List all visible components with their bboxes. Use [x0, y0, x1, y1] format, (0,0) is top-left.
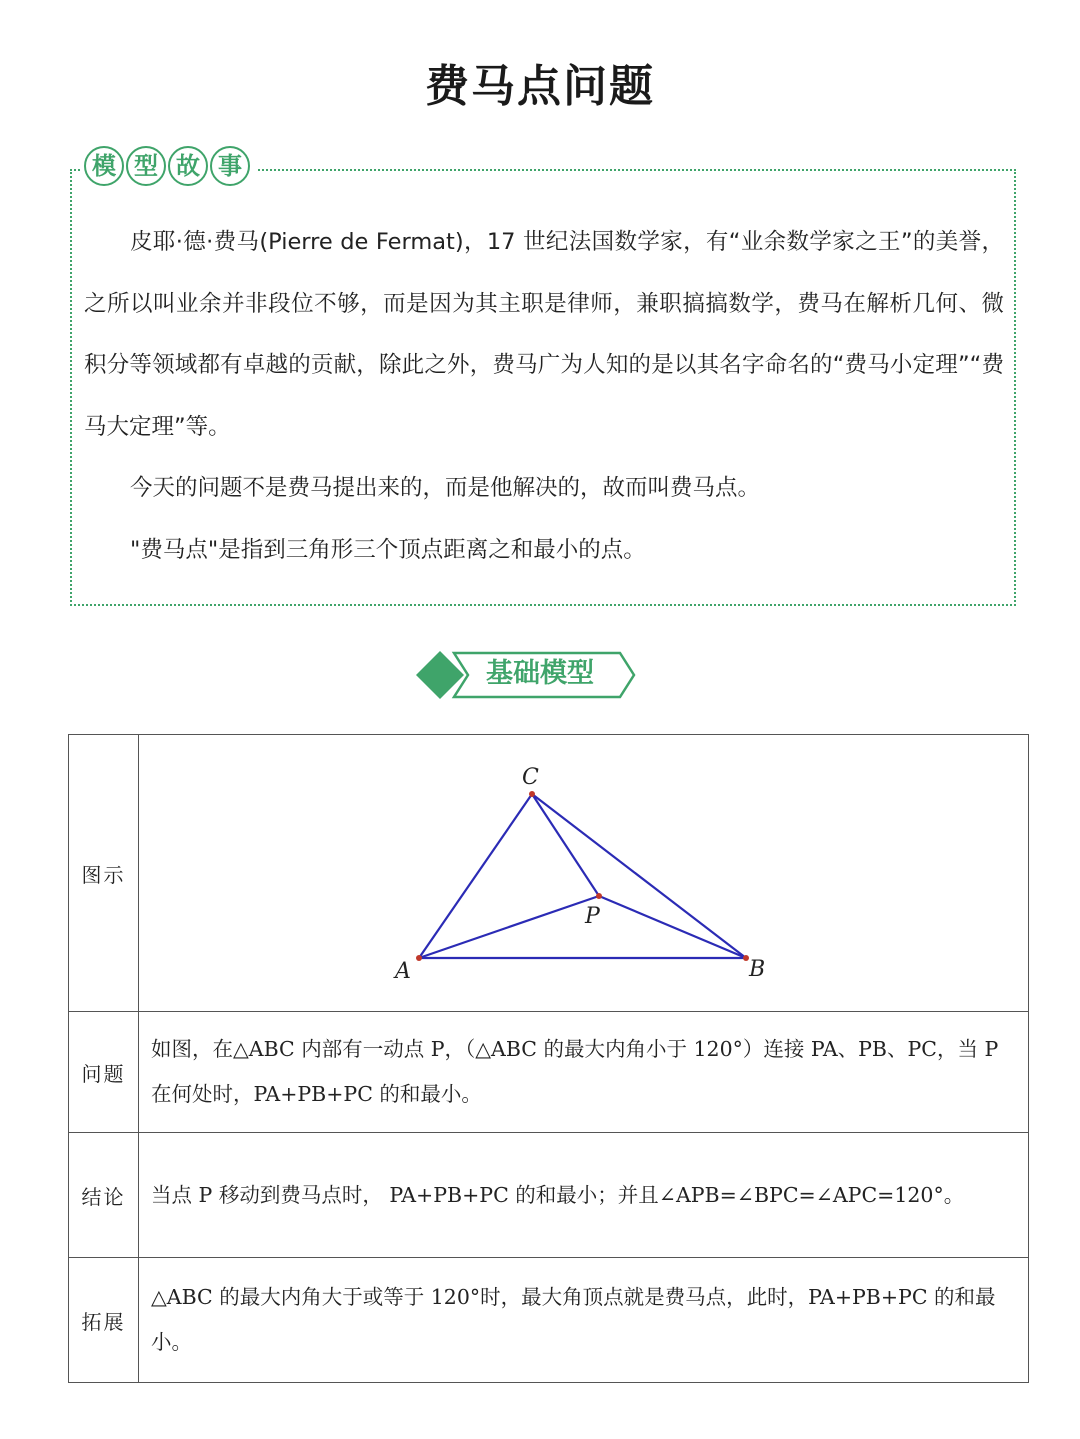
page-title: 费马点问题: [425, 61, 655, 112]
row-label: 拓展: [69, 1258, 139, 1383]
story-tag-char: 故: [168, 146, 208, 186]
story-tag: [80, 146, 256, 192]
story-tag-char: 型: [126, 146, 166, 186]
story-text: [84, 212, 1004, 581]
point-P: [596, 893, 602, 899]
label-C: C: [522, 765, 539, 790]
table-row: [69, 1133, 1029, 1258]
table-row: [69, 735, 1029, 1012]
story-tag-char: 模: [84, 146, 124, 186]
label-A: A: [395, 959, 411, 984]
story-paragraph: 皮耶·德·费马(Pierre de Fermat)，17 世纪法国数学家，有“业余数学家之王”的美誉，之所以叫业余并非段位不够，而是因为其主职是律师，兼职搞搞数学，费马在解析几何、微积分等领域都有卓越的贡献，除此之外，费马广为人知的是以其名字命名的“费马小定理”“费马大定理”等。: [84, 229, 1004, 440]
row-label: 图示: [69, 735, 139, 1012]
row-text: 当点 P 移动到费马点时， PA+PB+PC 的和最小；并且∠APB=∠BPC=∠APC=120°。: [139, 1133, 1029, 1258]
label-P: P: [585, 904, 600, 929]
section-label: 基础模型: [486, 658, 594, 689]
table-row: [69, 1012, 1029, 1133]
point-A: [416, 955, 422, 961]
table-row: [69, 1258, 1029, 1383]
story-tag-char: 事: [210, 146, 250, 186]
segment-AC: [419, 794, 532, 958]
segment-CB: [532, 794, 746, 958]
triangle-diagram: [139, 736, 1027, 1010]
row-label: 问题: [69, 1012, 139, 1133]
row-label: 结论: [69, 1133, 139, 1258]
model-table: [68, 734, 1029, 1383]
row-text: 如图，在△ABC 内部有一动点 P，（△ABC 的最大内角小于 120°）连接 PA、PB、PC，当 P 在何处时，PA+PB+PC 的和最小。: [139, 1012, 1029, 1133]
segment-PB: [599, 896, 746, 958]
row-text: △ABC 的最大内角大于或等于 120°时，最大角顶点就是费马点，此时，PA+PB+PC 的和最小。: [139, 1258, 1029, 1383]
diagram-cell: [139, 735, 1029, 1012]
segment-PA: [419, 896, 599, 958]
label-B: B: [749, 957, 766, 982]
point-C: [529, 791, 535, 797]
story-paragraph: 今天的问题不是费马提出来的，而是他解决的，故而叫费马点。: [130, 475, 761, 501]
story-paragraph: "费马点"是指到三角形三个顶点距离之和最小的点。: [130, 536, 646, 563]
segment-PC: [532, 794, 599, 896]
